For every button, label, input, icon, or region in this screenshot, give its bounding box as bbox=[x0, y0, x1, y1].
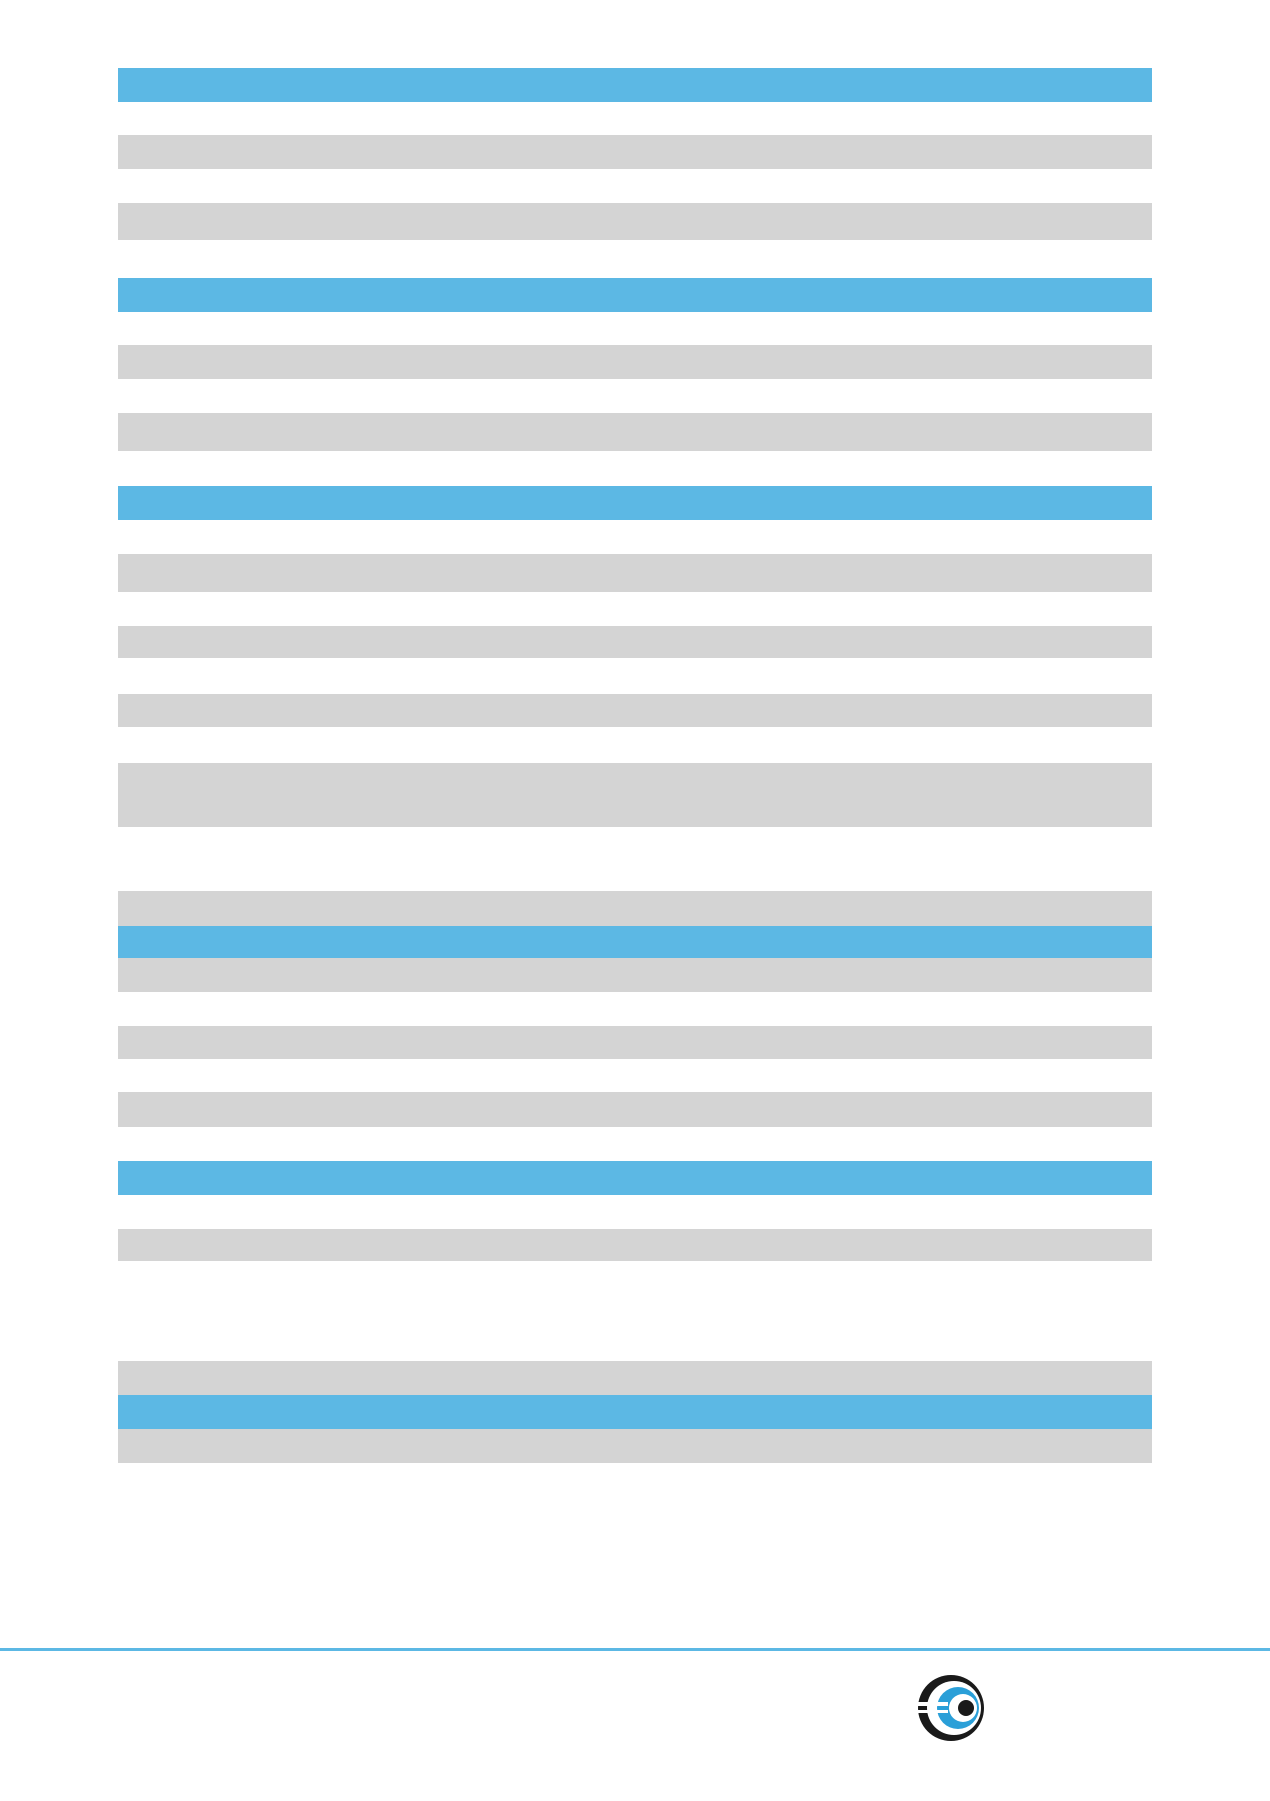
spec-row-humedad-de-operacion bbox=[118, 1229, 1152, 1261]
footer-divider bbox=[0, 1648, 1270, 1651]
section-header-empaque bbox=[118, 1395, 1152, 1429]
3nstar-logo-icon bbox=[908, 1668, 1148, 1748]
spec-row-capacidad-de-decodificacion bbox=[118, 827, 1152, 891]
spec-row-interface bbox=[118, 413, 1152, 451]
spec-row-voltaje bbox=[118, 958, 1152, 992]
section-header-electricas bbox=[118, 926, 1152, 958]
spec-row-peso bbox=[118, 135, 1152, 169]
spec-row-emi-rfi bbox=[118, 1092, 1152, 1127]
spec-row-dimensiones-de-la-caja bbox=[118, 1463, 1152, 1496]
spec-row-nivel-de-luz bbox=[118, 1361, 1152, 1395]
spec-row-dimensiones bbox=[118, 103, 1152, 135]
spec-row-fuente-de-luz-de-apunte bbox=[118, 592, 1152, 626]
spec-row-velocidad-de-lectura bbox=[118, 313, 1152, 345]
spec-row-temperatura-de-operacion bbox=[118, 1195, 1152, 1229]
section-header-condiciones-ambientales bbox=[118, 1161, 1152, 1195]
spec-row-construccion bbox=[118, 203, 1152, 240]
spec-row-contenido-de-la-caja bbox=[118, 1429, 1152, 1463]
spec-row-capacidad-de-decodificacion-2d bbox=[118, 891, 1152, 926]
spec-row-color bbox=[118, 169, 1152, 201]
spec-row-resolucion bbox=[118, 554, 1152, 592]
section-header-desempeno bbox=[118, 486, 1152, 520]
spec-row-diseno-anti-impacto bbox=[118, 379, 1152, 413]
spec-row-indicador-visual bbox=[118, 763, 1152, 827]
qr-code-icon bbox=[120, 1672, 234, 1786]
spec-row-humedad-de-almacenamiento bbox=[118, 1325, 1152, 1361]
section-header-caracteristicas bbox=[118, 278, 1152, 312]
spec-row-temperatura-de-almacenamiento bbox=[118, 1261, 1152, 1325]
spec-row-fuente-de-luz bbox=[118, 626, 1152, 658]
spec-row-consumo-de-energia bbox=[118, 992, 1152, 1026]
spec-row-corriente-estatica bbox=[118, 1026, 1152, 1059]
spec-row-campo-de-vision bbox=[118, 658, 1152, 694]
spec-row-contraste-de-impresion bbox=[118, 694, 1152, 727]
spec-row-sistema-optico bbox=[118, 521, 1152, 554]
section-header-fisicas bbox=[118, 68, 1152, 102]
spec-row-seguridad-electrica bbox=[118, 1059, 1152, 1092]
spec-row-sensor-optico bbox=[118, 727, 1152, 763]
spec-row-profundidad-de-campo bbox=[118, 345, 1152, 379]
spec-row-compatibilidad bbox=[118, 451, 1152, 486]
spec-row-cable bbox=[118, 240, 1152, 278]
spec-row-emc bbox=[118, 1127, 1152, 1161]
